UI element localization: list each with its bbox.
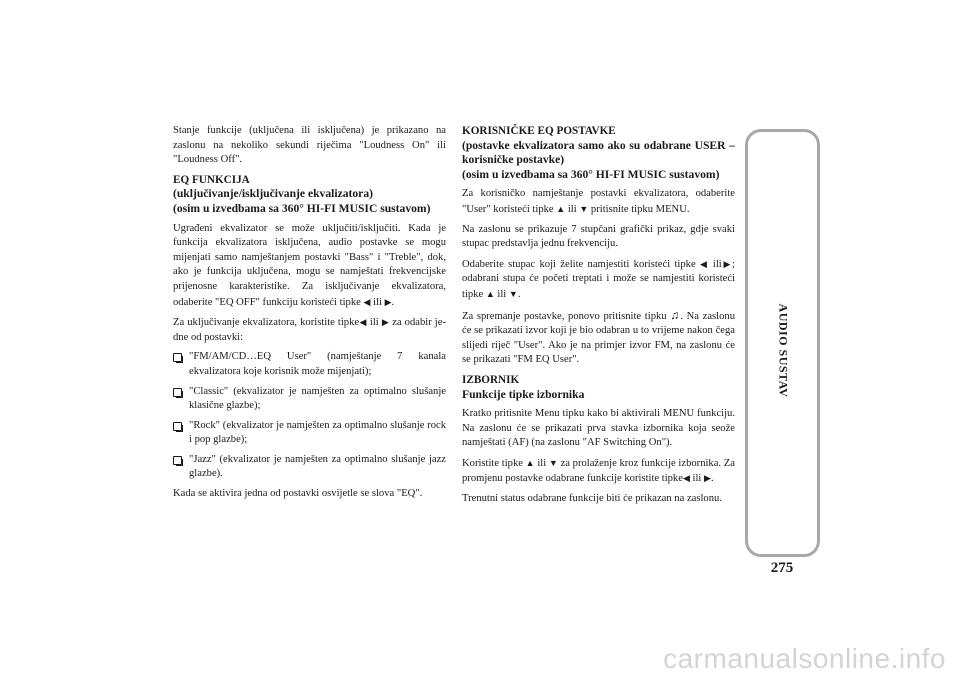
page-number: 275 <box>770 560 794 576</box>
user-eq-paragraph-1: Za korisničko namještanje postavki ekvalizatora, odaberite "User" koristeći tipke ▲ ili ▼ pritisnite tipku MENU. <box>462 188 735 215</box>
eq-heading: EQ FUNKCIJA <box>173 173 250 186</box>
left-arrow-icon: ◀ <box>363 296 371 307</box>
left-arrow-icon: ◀ <box>699 258 709 269</box>
up-arrow-icon: ▲ <box>485 288 495 299</box>
list-item: "Jazz" (ekvalizator je namješten za optimalno slušanje jazz glazbe). <box>173 453 446 482</box>
user-eq-paragraph-4: Za spremanje postavke, ponovo pritisnite tipku ♫. Na zaslonu će se prikazati izvor koji je bio odabran u to vrijeme nakon čega slijedi riječ "User". Ako je na primjer izvor FM, na zaslonu će se prikazati "FM EQ User". <box>462 307 735 366</box>
up-arrow-icon: ▲ <box>525 457 535 468</box>
intro-paragraph: Stanje funkcije (uključena ili isključena) je prikazano na zaslonu na nekoliko sekundi riječima "Loudness On" ili "Loudness Off". <box>173 125 446 166</box>
left-arrow-icon: ◀ <box>359 317 367 328</box>
menu-paragraph-2: Koristite tipke ▲ ili ▼ za prolaženje kroz funkcije izbornika. Za promjenu postavke odabrane funkcije koristite tipke◀ ili ▶. <box>462 457 735 485</box>
left-arrow-icon: ◀ <box>682 473 690 484</box>
down-arrow-icon: ▼ <box>579 203 589 214</box>
menu-paragraph-3: Trenutni status odabrane funkcije biti će prikazan na zaslonu. <box>462 493 722 505</box>
right-arrow-icon: ▶ <box>381 317 390 328</box>
up-arrow-icon: ▲ <box>556 203 566 214</box>
user-eq-subheading-2: (osim u izvedbama sa 360° HI-FI MUSIC sustavom) <box>462 167 720 181</box>
watermark: carmanualsonline.info <box>663 643 946 674</box>
list-item: "Classic" (ekvalizator je namješten za optimalno slušanje klasične glazbe); <box>173 385 446 414</box>
menu-heading: IZBORNIK <box>462 373 520 386</box>
enable-description: Za uključivanje ekvalizatora, koristite tipke◀ ili ▶ za odabir je-dne od postavki: <box>173 317 446 343</box>
checkbox-bullet-icon <box>173 456 182 465</box>
list-item: "FM/AM/CD…EQ User" (namještanje 7 kanala ekvalizatora koje korisnik može mijenjati); <box>173 350 446 379</box>
eq-description: Ugrađeni ekvalizator se može uključiti/isključiti. Kada je funkcija ekvalizatora isključena, audio postavke se mogu mijenjati samo namještanjem postavki "Bass" i "Treble", dok, ako je funkcija uključena, mogu se namještati frekvencijske prijenosne karakteristike. Za isključivanje ekvalizatora, odaberite "EQ OFF" funkciju koristeći tipke ◀ ili ▶. <box>173 222 446 308</box>
user-eq-paragraph-2: Na zaslonu se prikazuje 7 stupčani grafički prikaz, gdje svaki stupac predstavlja jednu frekvenciju. <box>462 223 735 250</box>
checkbox-bullet-icon <box>173 388 182 397</box>
list-item: "Rock" (ekvalizator je namješten za optimalno slušanje rock i pop glazbe); <box>173 419 446 448</box>
user-eq-subheading: (postavke ekvalizatora samo ako su odabrane USER – korisničke postavke) <box>462 138 735 167</box>
closing-paragraph: Kada se aktivira jedna od postavki osvijetle se slova "EQ". <box>173 488 423 500</box>
music-note-icon: ♫ <box>670 307 681 322</box>
menu-subheading: Funkcije tipke izbornika <box>462 387 585 401</box>
down-arrow-icon: ▼ <box>548 457 558 468</box>
down-arrow-icon: ▼ <box>508 288 518 299</box>
right-column <box>462 124 735 512</box>
checkbox-bullet-icon <box>173 353 182 362</box>
right-arrow-icon: ▶ <box>384 296 392 307</box>
left-column <box>173 124 446 507</box>
eq-subheading-2: (osim u izvedbama sa 360° HI-FI MUSIC sustavom) <box>173 201 431 215</box>
eq-subheading: (uključivanje/isključivanje ekvalizatora) <box>173 187 373 201</box>
user-eq-heading: KORISNIČKE EQ POSTAVKE <box>462 125 616 137</box>
chapter-title: AUDIO SUSTAV <box>776 303 791 397</box>
right-arrow-icon: ▶ <box>721 258 733 269</box>
user-eq-paragraph-3: Odaberite stupac koji želite namjestiti koristeći tipke ◀ ili▶; odabrani stupa će početi treptati i može se namjestiti koristeći tipke ▲ ili ▼. <box>462 258 735 300</box>
menu-paragraph-1: Kratko pritisnite Menu tipku kako bi aktivirali MENU funkciju. Na zaslonu će se prikazati prva stavka izbornika koja seože namještati (AF) (na zaslonu "AF Switching On"). <box>462 408 735 449</box>
right-arrow-icon: ▶ <box>704 473 711 484</box>
chapter-tab-label <box>745 300 820 400</box>
checkbox-bullet-icon <box>173 422 182 431</box>
eq-preset-list <box>173 350 446 482</box>
